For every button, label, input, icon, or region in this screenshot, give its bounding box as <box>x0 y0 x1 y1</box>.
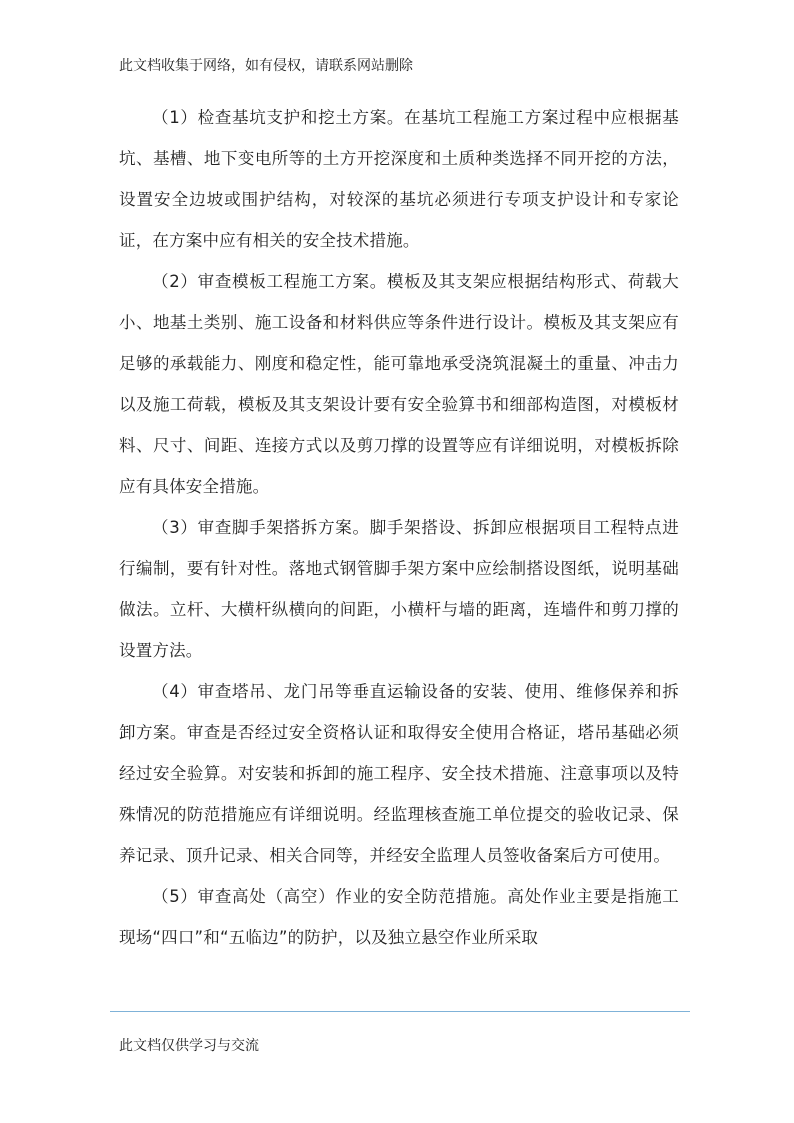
paragraph-4: （4）审查塔吊、龙门吊等垂直运输设备的安装、使用、维修保养和拆卸方案。审查是否经过安全资格认证和取得安全使用合格证，塔吊基础必须经过安全验算。对安装和拆卸的施工程序、安全技术措施、注意事项以及特殊情况的防范措施应有详细说明。经监理核查施工单位提交的验收记录、保养记录、顶升记录、相关合同等，并经安全监理人员签收备案后方可使用。 <box>119 682 679 865</box>
header-disclaimer: 此文档收集于网络，如有侵权，请联系网站删除 <box>119 58 413 74</box>
paragraph-3: （3）审查脚手架搭拆方案。脚手架搭设、拆卸应根据项目工程特点进行编制，要有针对性。落地式钢管脚手架方案中应绘制搭设图纸，说明基础做法。立杆、大横杆纵横向的间距，小横杆与墙的距离，连墙件和剪刀撑的设置方法。 <box>119 518 679 660</box>
paragraph-5: （5）审查高处（高空）作业的安全防范措施。高处作业主要是指施工现场“四口”和“五临边”的防护，以及独立悬空作业所采取 <box>119 887 679 947</box>
footer-disclaimer: 此文档仅供学习与交流 <box>119 1038 259 1054</box>
document-body <box>119 97 679 958</box>
paragraph-1: （1）检查基坑支护和挖土方案。在基坑工程施工方案过程中应根据基坑、基槽、地下变电所等的土方开挖深度和土质种类选择不同开挖的方法，设置安全边坡或围护结构，对较深的基坑必须进行专项支护设计和专家论证，在方案中应有相关的安全技术措施。 <box>119 108 679 250</box>
paragraph-2: （2）审查模板工程施工方案。模板及其支架应根据结构形式、荷载大小、地基土类别、施工设备和材料供应等条件进行设计。模板及其支架应有足够的承载能力、刚度和稳定性，能可靠地承受浇筑混凝土的重量、冲击力以及施工荷载，模板及其支架设计要有安全验算书和细部构造图，对模板材料、尺寸、间距、连接方式以及剪刀撑的设置等应有详细说明，对模板拆除应有具体安全措施。 <box>119 272 679 496</box>
footer-divider <box>110 1011 690 1012</box>
